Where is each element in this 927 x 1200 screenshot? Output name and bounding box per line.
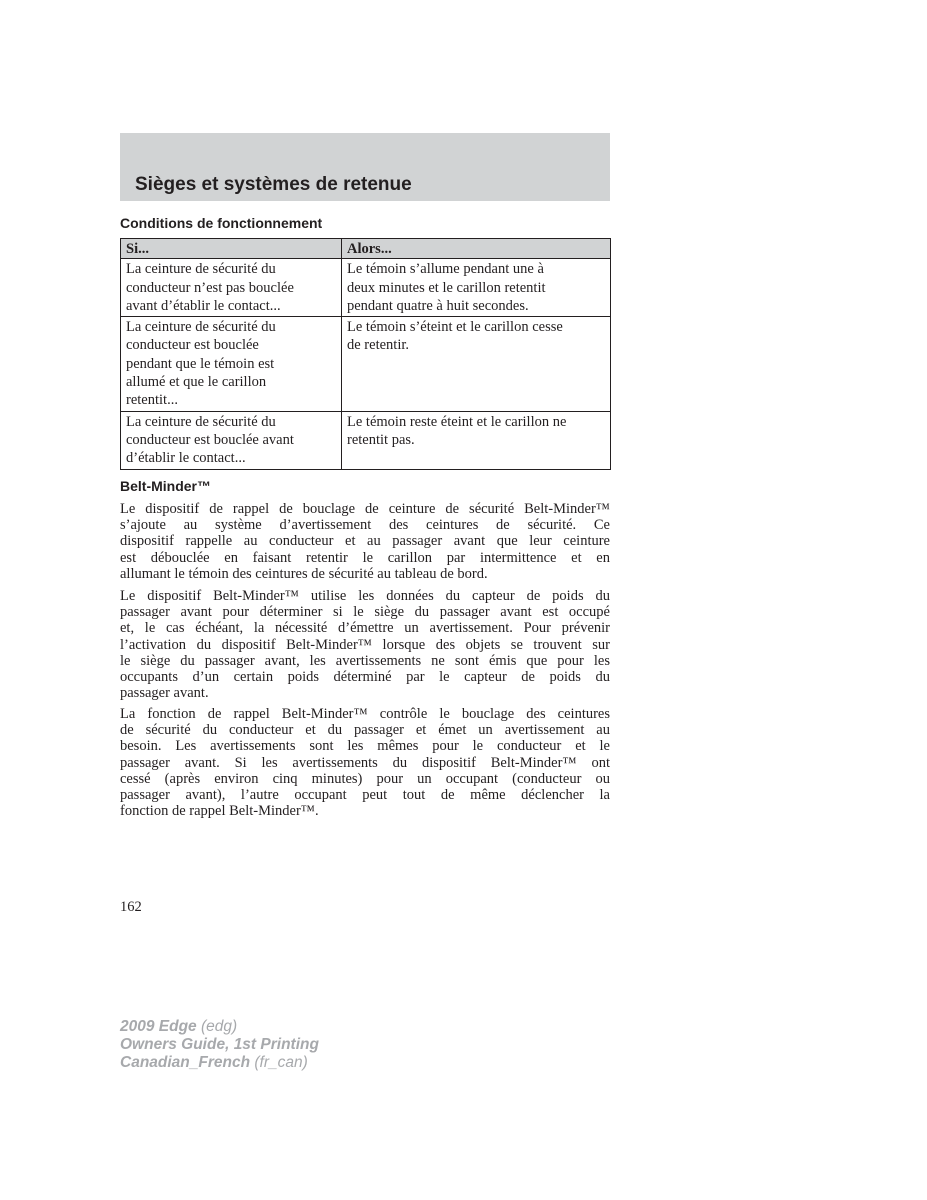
footer-model: 2009 Edge [120,1018,197,1035]
paragraph-line: dispositif rappelle au conducteur et au passager avant que leur ceinture [120,533,610,550]
cell-line: La ceinture de sécurité du [126,261,276,278]
paragraph-line: est débouclée en faisant retentir le carillon par intermittence et en [120,549,610,566]
paragraph-line: besoin. Les avertissements sont les mêmes pour le conducteur et le [120,738,610,755]
footer-line [120,1018,319,1036]
paragraph-line: La fonction de rappel Belt-Minder™ contrôle le bouclage des ceintures [120,706,610,722]
table-header-then: Alors... [342,239,611,259]
paragraph-line: cessé (après environ cinq minutes) pour un occupant (conducteur ou [120,770,610,787]
table-header-row [121,239,611,259]
table-cell-if [121,317,342,411]
paragraph-line: l’activation du dispositif Belt-Minder™ lorsque des objets se trouvent sur [120,636,610,653]
table-cell-if [121,411,342,469]
cell-line: Le témoin s’éteint et le carillon cesse [347,319,563,336]
chapter-title: Sièges et systèmes de retenue [135,174,412,195]
footer-language: Canadian_French [120,1054,251,1071]
cell-line: La ceinture de sécurité du [126,413,276,430]
cell-line: La ceinture de sécurité du [126,319,276,336]
cell-line: retentit... [126,392,178,409]
section-heading-belt-minder: Belt-Minder™ [120,478,211,494]
cell-line: allumé et que le carillon [126,374,267,391]
cell-line: retentit pas. [347,431,415,448]
paragraph-line: passager avant pour déterminer si le siège du passager avant est occupé [120,604,610,621]
cell-line: pendant quatre à huit secondes. [347,297,529,314]
paragraph-line: allumant le témoin des ceintures de sécurité au tableau de bord. [120,565,488,582]
paragraph-line: passager avant. Si les avertissements du dispositif Belt-Minder™ ont [120,754,610,771]
cell-line: deux minutes et le carillon retentit [347,279,546,296]
conditions-table [120,238,611,470]
cell-line: Le témoin s’allume pendant une à [347,261,544,278]
cell-line: conducteur est bouclée avant [126,431,294,448]
paragraph-line: occupants d’un certain poids déterminé par le capteur de poids du [120,669,610,686]
footer-language-code: (fr_can) [254,1054,308,1071]
table-cell-then [342,411,611,469]
chapter-header-band [120,133,610,201]
paragraph-line: Le dispositif de rappel de bouclage de ceinture de sécurité Belt-Minder™ [120,501,610,517]
cell-line: conducteur est bouclée [126,337,259,354]
cell-line: de retentir. [347,337,410,354]
table-cell-if [121,259,342,317]
paragraph-line: Le dispositif Belt-Minder™ utilise les données du capteur de poids du [120,588,610,604]
body-paragraph [120,588,610,701]
table-row [121,411,611,469]
print-footer [120,1018,319,1072]
table-header-if: Si... [121,239,342,259]
footer-model-code: (edg) [201,1018,238,1035]
cell-line: conducteur n’est pas bouclée [126,279,294,296]
table-row [121,259,611,317]
paragraph-line: fonction de rappel Belt-Minder™. [120,803,319,820]
paragraph-line: passager avant), l’autre occupant peut tout de même déclencher la [120,787,610,804]
section-heading-conditions: Conditions de fonctionnement [120,215,323,231]
table-cell-then [342,259,611,317]
page-number: 162 [120,899,142,915]
paragraph-line: le siège du passager avant, les avertissements ne sont émis que pour les [120,652,610,669]
footer-line [120,1054,319,1072]
cell-line: avant d’établir le contact... [126,297,281,314]
cell-line: d’établir le contact... [126,450,246,467]
body-paragraph [120,501,610,582]
paragraph-line: et, le cas échéant, la nécessité d’émettre un avertissement. Pour prévenir [120,620,610,637]
cell-line: pendant que le témoin est [126,355,275,372]
body-paragraph [120,706,610,819]
cell-line: Le témoin reste éteint et le carillon ne [347,413,567,430]
footer-edition: Owners Guide, 1st Printing [120,1036,319,1053]
table-row [121,317,611,411]
paragraph-line: passager avant. [120,685,209,702]
paragraph-line: s’ajoute au système d’avertissement des ceintures de sécurité. Ce [120,517,610,534]
paragraph-line: de sécurité du conducteur et du passager et émet un avertissement au [120,722,610,739]
table-cell-then [342,317,611,411]
